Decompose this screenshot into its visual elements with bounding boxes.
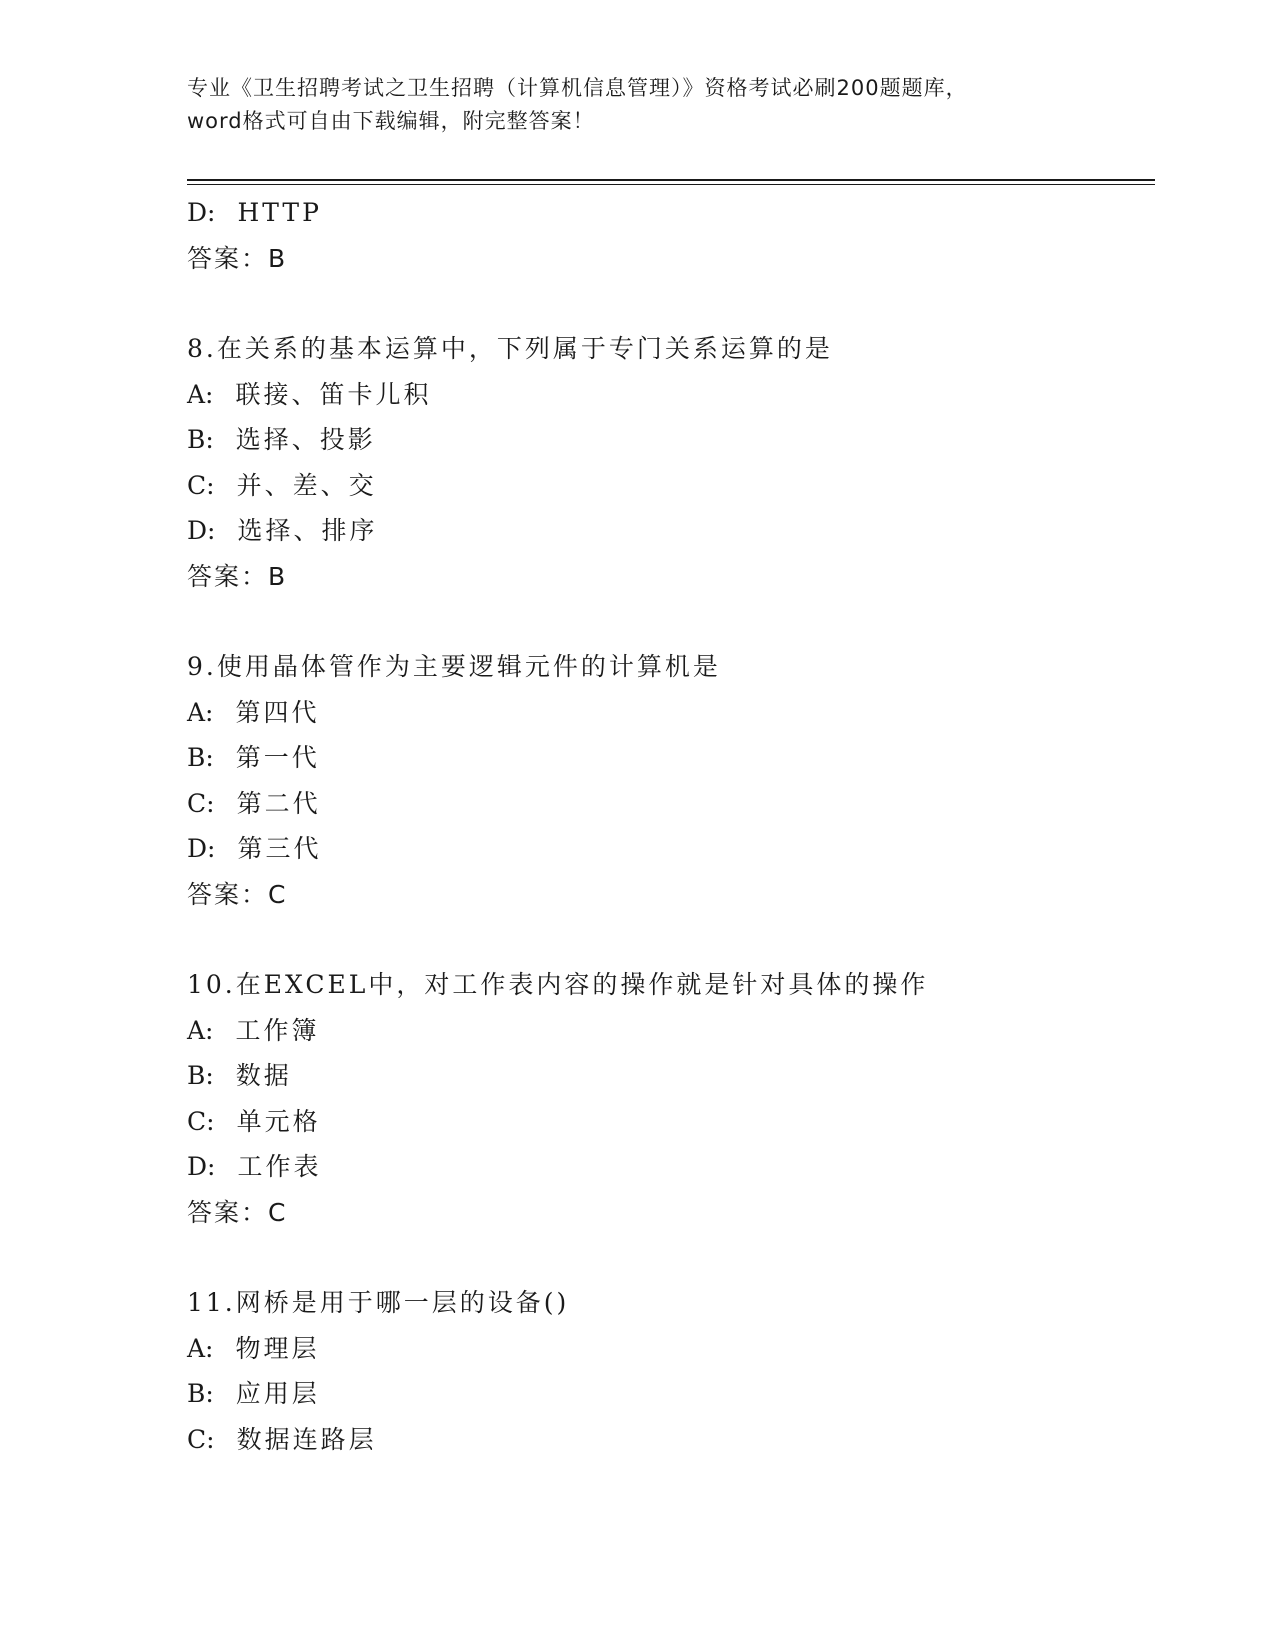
answer-option bbox=[187, 735, 1147, 781]
option-text: 数据 bbox=[235, 1061, 292, 1090]
answer-text: 答案：B bbox=[187, 243, 288, 273]
answer-option bbox=[187, 508, 1147, 554]
option-text: 联接、笛卡儿积 bbox=[235, 379, 432, 409]
answer-option bbox=[187, 372, 1147, 418]
option-text: 选择、排序 bbox=[237, 516, 378, 545]
option-key: D: bbox=[187, 198, 216, 227]
option-text: 应用层 bbox=[235, 1379, 320, 1408]
block-spacer bbox=[187, 599, 1147, 644]
answer-option bbox=[187, 417, 1147, 463]
document-header bbox=[187, 72, 1087, 138]
answer-text: 答案：C bbox=[187, 1197, 288, 1227]
question-text: 9.使用晶体管作为主要逻辑元件的计算机是 bbox=[187, 652, 721, 681]
answer-option bbox=[187, 1326, 1147, 1372]
option-key: A: bbox=[187, 1333, 214, 1363]
option-text: 物理层 bbox=[235, 1333, 320, 1363]
option-text: 第一代 bbox=[235, 743, 320, 772]
option-key: D: bbox=[187, 516, 216, 545]
option-key: B: bbox=[187, 743, 214, 772]
option-key: B: bbox=[187, 1379, 214, 1408]
option-key: C: bbox=[187, 1106, 215, 1136]
answer-option bbox=[187, 1371, 1147, 1417]
option-text: 并、差、交 bbox=[236, 470, 377, 500]
question-block bbox=[187, 190, 1147, 281]
option-key: C: bbox=[187, 470, 215, 500]
header-divider-thin bbox=[187, 184, 1155, 185]
answer-option bbox=[187, 1144, 1147, 1190]
option-key: D: bbox=[187, 1152, 216, 1181]
answer-option bbox=[187, 1417, 1147, 1463]
header-title-line-1: 专业《卫生招聘考试之卫生招聘（计算机信息管理）》资格考试必刷200题题库， bbox=[187, 76, 968, 100]
option-key: D: bbox=[187, 834, 216, 863]
option-text: 第三代 bbox=[237, 834, 322, 863]
option-key: C: bbox=[187, 788, 215, 818]
option-text: HTTP bbox=[237, 198, 322, 227]
answer-option bbox=[187, 1053, 1147, 1099]
option-key: A: bbox=[187, 379, 214, 409]
answer-option bbox=[187, 1099, 1147, 1145]
option-text: 工作簿 bbox=[235, 1015, 320, 1045]
block-spacer bbox=[187, 281, 1147, 326]
question-block bbox=[187, 962, 1147, 1235]
question-block bbox=[187, 326, 1147, 599]
question-list bbox=[187, 190, 1147, 1462]
block-spacer bbox=[187, 917, 1147, 962]
option-text: 选择、投影 bbox=[235, 425, 376, 454]
answer-text: 答案：B bbox=[187, 561, 288, 591]
option-key: A: bbox=[187, 697, 214, 727]
question-block bbox=[187, 1280, 1147, 1462]
option-text: 第二代 bbox=[236, 788, 321, 818]
option-key: B: bbox=[187, 425, 214, 454]
answer-option bbox=[187, 781, 1147, 827]
answer-option bbox=[187, 1008, 1147, 1054]
header-divider-thick bbox=[187, 179, 1155, 181]
question-block bbox=[187, 644, 1147, 917]
option-key: A: bbox=[187, 1015, 214, 1045]
header-title-line-2: word格式可自由下载编辑，附完整答案！ bbox=[187, 109, 595, 133]
option-key: B: bbox=[187, 1061, 214, 1090]
option-key: C: bbox=[187, 1424, 215, 1454]
answer-text: 答案：C bbox=[187, 879, 288, 909]
option-text: 数据连路层 bbox=[236, 1424, 377, 1454]
option-text: 单元格 bbox=[236, 1106, 321, 1136]
question-text: 8.在关系的基本运算中，下列属于专门关系运算的是 bbox=[187, 334, 833, 363]
option-text: 工作表 bbox=[237, 1152, 322, 1181]
option-text: 第四代 bbox=[235, 697, 320, 727]
question-text: 11.网桥是用于哪一层的设备() bbox=[187, 1288, 570, 1317]
answer-option bbox=[187, 190, 1147, 236]
answer-option bbox=[187, 463, 1147, 509]
answer-option bbox=[187, 690, 1147, 736]
block-spacer bbox=[187, 1235, 1147, 1280]
answer-option bbox=[187, 826, 1147, 872]
question-text: 10.在EXCEL中，对工作表内容的操作就是针对具体的操作 bbox=[187, 970, 929, 999]
